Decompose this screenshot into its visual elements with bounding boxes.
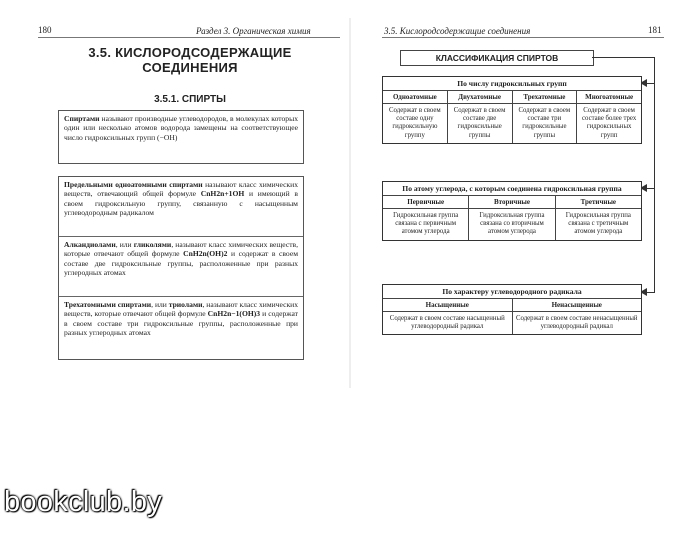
- group-header: По характеру углеводородного радикала: [383, 285, 641, 299]
- classification-title: КЛАССИФИКАЦИЯ СПИРТОВ: [400, 50, 594, 66]
- group-header: По атому углерода, с которым соединена гидроксильная группа: [383, 182, 641, 196]
- class-cell: Трехатомные Содержат в своем составе три гидроксильные группы: [513, 91, 578, 143]
- book-spine: [349, 18, 351, 388]
- type-triol: Трехатомными спиртами, или триолами, называют класс химических веществ, которые отвечают общей формуле CnH2n−1(OH)3 и содержат в своем составе три гидроксильные группы, расположенные при разных углеродных атомах: [64, 300, 298, 338]
- class-cell: Насыщенные Содержат в своем составе насыщенный углеводородный радикал: [383, 299, 513, 334]
- group-radical-type: [382, 284, 642, 335]
- class-cell: Двухатомные Содержат в своем составе две гидроксильные группы: [448, 91, 513, 143]
- type-diol: Алкандиолами, или гликолями, называют класс химических веществ, которые отвечают общей формуле CnH2n(OH)2 и содержат в своем составе две гидроксильные группы, расположенные при разных углеродных атомах: [59, 237, 303, 297]
- group-hydroxyl-count: [382, 76, 642, 144]
- group-header: По числу гидроксильных групп: [383, 77, 641, 91]
- type-monohydric: Предельными одноатомными спиртами называют класс химических веществ, отвечающий общей формуле CnH2n+1OH и имеющий в своем гидроксильную группу, связанную с насыщенным углеводородным радикалом: [59, 177, 303, 237]
- formula: CnH2n(OH)2: [183, 249, 228, 259]
- running-head-right: 3.5. Кислородсодержащие соединения: [384, 26, 531, 36]
- class-cell: Первичные Гидроксильная группа связана с первичным атомом углерода: [383, 196, 469, 240]
- section-title: 3.5. КИСЛОРОДСОДЕРЖАЩИЕ СОЕДИНЕНИЯ: [88, 45, 292, 75]
- header-rule-right: [382, 37, 664, 38]
- left-page: [0, 0, 349, 400]
- class-cell: Многоатомные Содержат в своем составе более трех гидроксильных групп: [577, 91, 641, 143]
- class-cell: Третичные Гидроксильная группа связана с третичным атомом углерода: [556, 196, 641, 240]
- watermark: bookclub.by: [4, 486, 163, 518]
- page-number-right: 181: [648, 25, 662, 35]
- formula: CnH2n−1(OH)3: [207, 309, 261, 319]
- alcohol-types-box: [58, 176, 304, 360]
- page-number-left: 180: [38, 25, 52, 35]
- connector-line: [654, 57, 655, 293]
- definition-text: Спиртами называют производные углеводородов, в молекулах которых один или несколько атомов водорода замещены на соответствующее число гидроксильных групп (−ОН): [64, 114, 298, 142]
- subsection-title: 3.5.1. СПИРТЫ: [154, 94, 226, 105]
- class-cell: Одноатомные Содержат в своем составе одну гидроксильную группу: [383, 91, 448, 143]
- formula: CnH2n+1OH: [200, 189, 245, 199]
- class-cell: Вторичные Гидроксильная группа связана со вторичным атомом углерода: [469, 196, 555, 240]
- class-cell: Ненасыщенные Содержат в своем составе ненасыщенный углеводородный радикал: [513, 299, 642, 334]
- header-rule-left: [38, 37, 340, 38]
- definition-box: [58, 110, 304, 164]
- group-carbon-atom: [382, 181, 642, 241]
- connector-line: [592, 57, 654, 58]
- running-head-left: Раздел 3. Органическая химия: [196, 26, 311, 36]
